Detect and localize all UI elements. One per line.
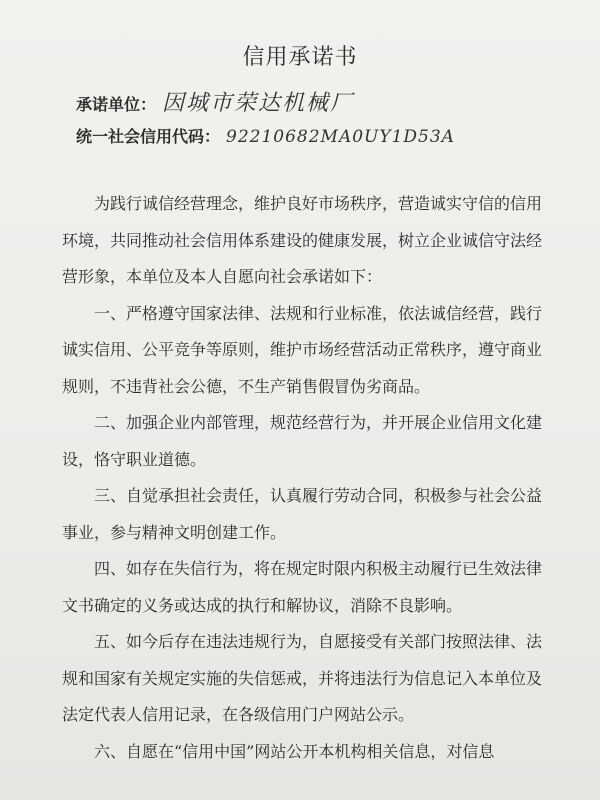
- paragraph-intro: 为践行诚信经营理念，维护良好市场秩序，营造诚实守信的信用环境，共同推动社会信用体系建设的健康发展，树立企业诚信守法经营形象，本单位及本人自愿向社会承诺如下：: [62, 194, 543, 286]
- credit-code-handwritten-value: 92210682MA0UY1D53A: [226, 127, 455, 147]
- paragraph-6: 六、自愿在“信用中国”网站公开本机构相关信息，对信息: [94, 741, 495, 761]
- unit-field: [76, 86, 354, 117]
- unit-label: 承诺单位：: [76, 95, 157, 114]
- paragraph-5: 五、如今后存在违法违规行为，自愿接受有关部门按照法律、法规和国家有关规定实施的失信惩戒，并将违法行为信息记入本单位及法定代表人信用记录，在各级信用门户网站公示。: [62, 632, 543, 724]
- document-title: 信用承诺书: [242, 45, 358, 70]
- credit-code-field: [76, 124, 455, 147]
- credit-code-label: 统一社会信用代码：: [76, 127, 221, 146]
- paragraph-1: 一、严格遵守国家法律、法规和行业标准，依法诚信经营，践行诚实信用、公平竞争等原则，维护市场经营活动正常秩序，遵守商业规则，不违背社会公德，不生产销售假冒伪劣商品。: [62, 303, 543, 396]
- paragraph-4: 四、如存在失信行为，将在规定时限内积极主动履行已生效法律文书确定的义务或达成的执行和解协议，消除不良影响。: [62, 559, 543, 615]
- paragraph-3: 三、自觉承担社会责任，认真履行劳动合同，积极参与社会公益事业，参与精神文明创建工作。: [62, 486, 543, 542]
- paragraph-2: 二、加强企业内部管理，规范经营行为，并开展企业信用文化建设，恪守职业道德。: [62, 413, 543, 469]
- unit-handwritten-value: 因城市荣达机械厂: [162, 91, 355, 116]
- commitment-body: [62, 186, 542, 770]
